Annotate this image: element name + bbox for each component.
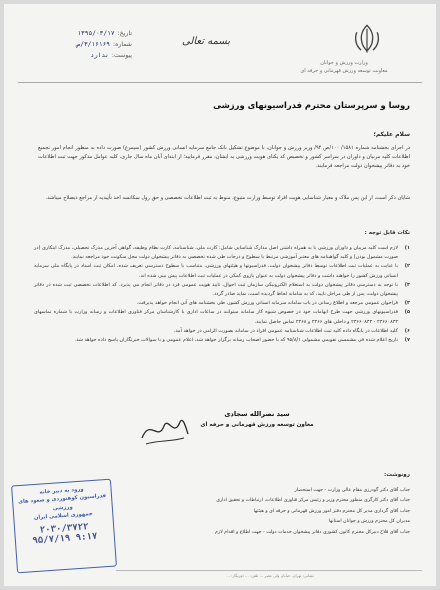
cc-title: رونوشت:: [384, 472, 410, 478]
note-text: فراخوان عمومی مرجعه و اطلاع رسانی در باب سامانه سرمایه انسانی ورزش کشور، طی بخشنامه های آتی انجام خواهد پذیرفت.: [136, 300, 398, 307]
stamp-line: فدراسیون کوهنوردی و صعود های ورزشی: [17, 493, 107, 512]
signature-block: [192, 410, 322, 428]
footer-divider: [116, 570, 422, 571]
note-number: ۶): [404, 327, 410, 334]
letter-heading: روسا و سرپرستان محترم فدراسیونهای ورزشی: [213, 100, 410, 110]
meta-attachment: [22, 50, 132, 61]
letter-page: [4, 4, 436, 586]
cc-item: مدیران کل محترم ورزش و جوانان استانها: [328, 519, 410, 525]
note-item: [34, 299, 410, 308]
note-text: با عنایت به عملیات ثبت اطلاعات توسط دفاتر پیشخوان دولت، فدراسیونها و هیئتهای ورزشی، متناسب با سطوح دسترسی تعریف شده، امکان ثبت اسناد در پایگاه ملی سرمایه انسانی ورزش کشور را خواهند داشت و دفاتر پیشخوان دولت به عنوان بازوی کمکی در عملیات ثبت اطلاعات پیش بینی شده اند.: [34, 263, 398, 279]
note-text: با توجه به دسترسی دفاتر پیشخوان دولت به استعلام الکترونیکی سازمان ثبت احوال، تایید هویت عمومی فرد در دفاتر انجام می پذیرد. کد اطلاعات تخصصی ثبت شده در دفاتر پیشخوان دولت، پس از طی مراحل تایید، کد به سامانه لحاظ گردیده است، نماید صادر گردد.: [34, 281, 398, 298]
note-text: لازم است کلیه مربیان و داوران ورزشی با به همراه داشتن اصل مدارک شناسایی شامل: کارت ملی، شناسنامه، کارت نظام وظیفه، گواهی آخرین مدرک تحصیلی، مدرک ابتکاری (در صورت مشمول بودن) و کلیه گواهینامه های معتبر آموزشی مرتبط با سطوح و درجات طی شده تخصصی به دفاتر پیشخوان دولت محل سکونت خود مراجعه نمایند.: [34, 245, 398, 261]
note-item: [34, 281, 410, 299]
meta-date: [22, 28, 132, 39]
letter-paragraph-2: شایان ذکر است، از این پس ملاک و معیار شناسایی هویت افراد توسط وزارت متبوع، منوط به ثبت اطلاعات تخصصی و حق رول سکانسه اخذ تأییدیه از مراجع ذیصلاح میباشد.: [45, 195, 410, 201]
cc-item: جناب آقای دکتر کارگری منظور محترم وزیر و رئیس مرکز فناوری اطلاعات، ارتباطات و تحقیق اداری: [216, 498, 410, 504]
note-number: ۳): [404, 281, 410, 288]
stamp-number: ۲۰۳۰/۳۷۲۲: [39, 521, 89, 536]
note-number: ۴): [404, 300, 410, 307]
footer-address: نشانی: تهران، خیابان ولی عصر ... تلفن: ... دورنگار: ...: [226, 573, 314, 578]
note-number: ۱): [404, 245, 410, 251]
note-number: ۷): [404, 337, 410, 344]
iran-emblem-icon: [350, 22, 384, 56]
note-text: فدراسیونهای ورزشی جهت طرح ابهامات خود در خصوص شیوه کار سامانه میتوانند در ساعات اداری با کارشناسان مرکز فناوری اطلاعات و رسانه وزارت با شماره تماسهای ۲۳۶۶۰۸۴۳ - ۲۳۶۶۰۸۴۳ و داخلی های ۲۴۶۶ و ۲۴۶۸ تماس حاصل نمایند.: [34, 309, 398, 325]
letter-paragraph-1: در اجرای بخشنامه شماره ۱۵۸۱/ ۱۰۰/ص ۹۴/ وزیر ورزش و جوانان، با موضوع تشکیل بانک جامع سرمایه انسانی ورزش کشور (سیمرغ) صورت داده به منظور انجام امور تجمیع اطلاعات کلیه مربیان و داوران در سراسر کشور و تخصیص کد یکتای هویت ورزشی به ایشان، مقرر فرمایید؛ از ابتدای آبان ماه سال جاری، کلیه عوامل مذکور جهت ثبت اطلاعات خود به دفاتر پیشخوان دولت مراجعه فرمایند.: [38, 145, 410, 170]
meta-attachment-label: پیوست:: [111, 52, 132, 59]
meta-number-label: شماره:: [113, 41, 132, 48]
cc-item: جناب آقای فلاح دبیرکل محترم کانون کشوری دفاتر پیشخوان خدمات دولت - جهت اطلاع و اقدام لازم: [214, 529, 410, 535]
cc-item: جناب آقای گرداری مدیر کل محترم دفتر امور ورزش قهرمانی و حرفه ای و هیئتها: [253, 508, 410, 514]
note-item: [34, 308, 410, 326]
letter-meta: [22, 28, 132, 61]
receipt-stamp: [11, 479, 117, 574]
note-number: ۵): [404, 309, 410, 316]
note-item: [34, 327, 410, 336]
meta-number-value: ۳/۱۶۱۶۹/ص: [76, 41, 111, 48]
signatory-title: معاون توسعه ورزش قهرمانی و حرفه ای: [200, 422, 314, 428]
stamp-line: جمهوری اسلامی ایران: [33, 511, 93, 522]
notes-title: نکات قابل توجه :: [364, 230, 410, 236]
meta-attachment-value: ندارد: [90, 52, 109, 59]
note-text: کلیه اطلاعات در پایگاه داده کلیه ثبت اطلاعات شناسنامه عمومی افراد در سامانه بصورت الزامی در خواهد آمد.: [173, 327, 398, 334]
notes-list: [34, 244, 410, 345]
handwritten-signature: [136, 408, 192, 450]
organization-name: [284, 60, 404, 75]
stamp-date: ۹۵/۷/۱۹ ۹:۱۷: [32, 531, 98, 546]
meta-date-label: تاریخ:: [117, 30, 132, 37]
organization-ministry: وزارت ورزش و جوانان: [320, 60, 368, 66]
letter-salutation: سلام علیکم؛: [373, 131, 410, 138]
cc-item: جناب آقای دکتر گودرزی مقام عالی وزارت - جهت استحضار: [294, 488, 410, 493]
note-text: تاریخ اعلام شده فی مشمسی تقویمی مشمولی ۹۵/۸/۱ که با حضور اصحاب رسانه برگزار خواهد شد، اعلام عمومی و با سوالات خبرنگاران پاسخ داده خواهد شد.: [74, 337, 398, 344]
organization-department: معاونت توسعه ورزش قهرمانی و حرفه ای: [300, 67, 388, 74]
meta-date-value: ۱۳۹۵/۰۳/۱۷: [77, 30, 115, 37]
meta-number: [22, 39, 132, 50]
signatory-name: سید نصرالله سجادی: [224, 410, 290, 418]
note-item: [34, 244, 410, 262]
cc-list: [130, 486, 410, 538]
note-item: [34, 262, 410, 280]
stamp-line: ورود به دبیر خانه: [39, 486, 84, 496]
note-number: ۲): [404, 263, 410, 270]
note-item: [34, 336, 410, 345]
header-divider: [18, 82, 422, 83]
basmala: بسمه تعالی: [182, 36, 231, 47]
